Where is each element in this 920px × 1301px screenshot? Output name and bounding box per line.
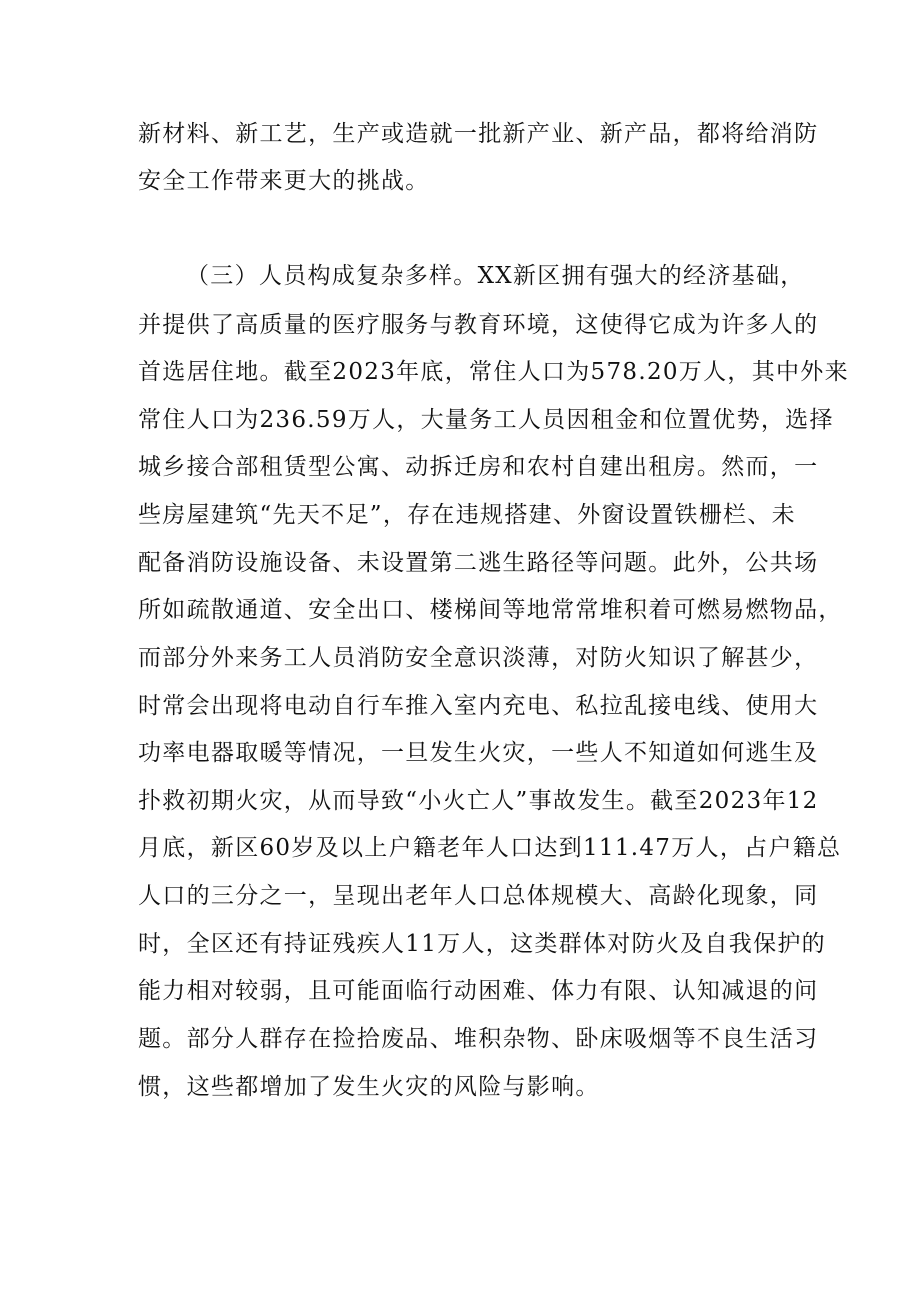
text-line: 些房屋建筑“先天不足”，存在违规搭建、外窗设置铁栅栏、未	[138, 502, 796, 528]
text-line: 月底，新区60岁及以上户籍老年人口达到111.47万人，占户籍总	[138, 835, 842, 861]
text-line: 功率电器取暖等情况，一旦发生火灾，一些人不知道如何逃生及	[138, 740, 819, 766]
text-line: 所如疏散通道、安全出口、楼梯间等地常常堆积着可燃易燃物品，	[138, 597, 843, 623]
text-line: 配备消防设施设备、未设置第二逃生路径等问题。此外，公共场	[138, 550, 819, 576]
text-line: 能力相对较弱，且可能面临行动困难、体力有限、认知减退的问	[138, 978, 819, 1004]
text-line: 安全工作带来更大的挑战。	[138, 168, 430, 194]
text-line: 并提供了高质量的医疗服务与教育环境，这使得它成为许多人的	[138, 312, 819, 338]
text-line: 题。部分人群存在捡拾废品、堆积杂物、卧床吸烟等不良生活习	[138, 1026, 819, 1052]
text-line: 常住人口为236.59万人，大量务工人员因租金和位置优势，选择	[138, 407, 834, 433]
text-line: 惯，这些都增加了发生火灾的风险与影响。	[138, 1074, 600, 1100]
text-line: 城乡接合部租赁型公寓、动拆迁房和农村自建出租房。然而，一	[138, 454, 819, 480]
text-line: 扑救初期火灾，从而导致“小火亡人”事故发生。截至2023年12	[138, 788, 819, 814]
text-line: 时，全区还有持证残疾人11万人，这类群体对防火及自我保护的	[138, 931, 826, 957]
text-line: 首选居住地。截至2023年底，常住人口为578.20万人，其中外来	[138, 359, 849, 385]
text-line: 新材料、新工艺，生产或造就一批新产业、新产品，都将给消防	[138, 121, 819, 147]
text-line: 人口的三分之一，呈现出老年人口总体规模大、高龄化现象，同	[138, 883, 819, 909]
text-line: 时常会出现将电动自行车推入室内充电、私拉乱接电线、使用大	[138, 693, 819, 719]
text-line: 而部分外来务工人员消防安全意识淡薄，对防火知识了解甚少，	[138, 645, 819, 671]
text-line: （三）人员构成复杂多样。XX新区拥有强大的经济基础，	[186, 263, 805, 289]
